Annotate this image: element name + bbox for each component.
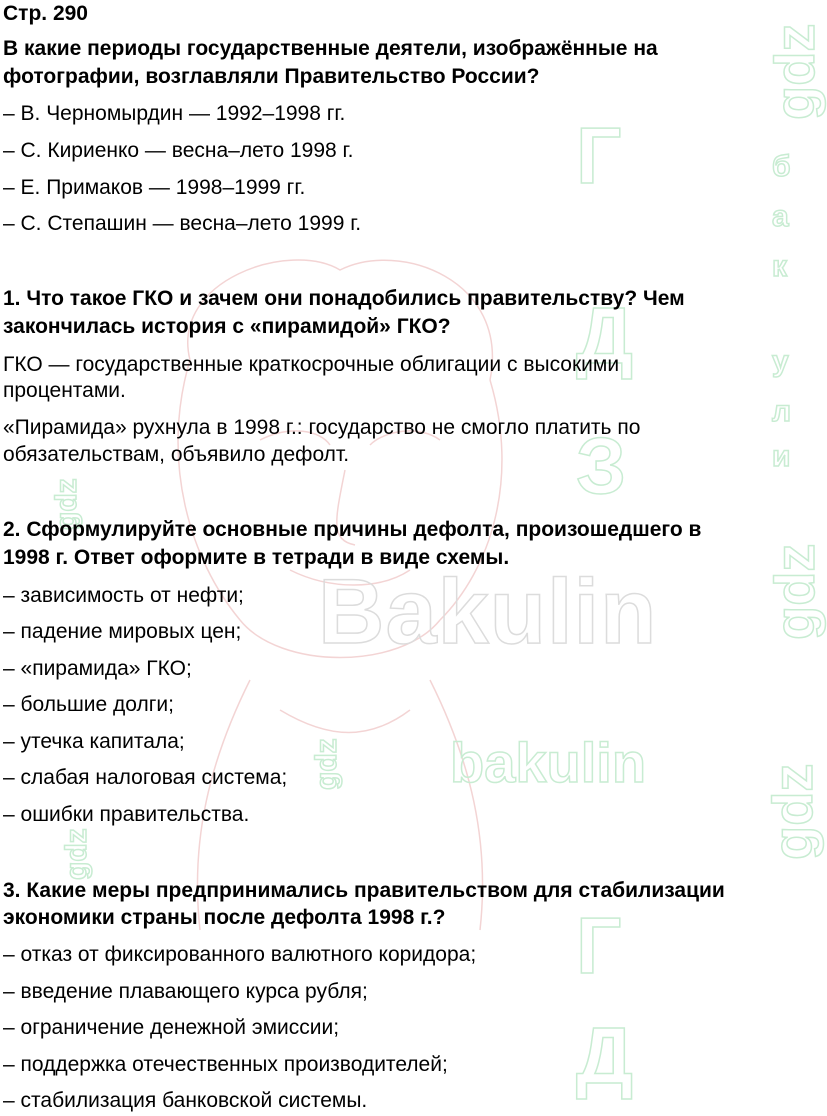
intro-answer-item: – С. Кириенко — весна–лето 1998 г. bbox=[3, 139, 354, 162]
q1-answer-line: ГКО — государственные краткосрочные облигации с высокими bbox=[3, 353, 620, 376]
q3-question-line-1: 3. Какие меры предпринимались правительством для стабилизации bbox=[3, 879, 725, 902]
watermark-site-right-2: gdz bbox=[763, 543, 826, 640]
q2-answer-item: – падение мировых цен; bbox=[3, 620, 242, 643]
q2-answer-item: – ошибки правительства. bbox=[3, 803, 250, 826]
watermark-letter-z: З bbox=[576, 421, 627, 510]
q3-answer-item: – поддержка отечественных производителей; bbox=[3, 1053, 448, 1076]
q2-question-line-2: 1998 г. Ответ оформите в тетради в виде схемы. bbox=[3, 546, 510, 569]
q3-answer-item: – введение плавающего курса рубля; bbox=[3, 980, 368, 1003]
watermark-brand-large: Bakulin bbox=[318, 561, 658, 663]
q3-question-line-2: экономики страны после дефолта 1998 г.? bbox=[3, 906, 446, 929]
intro-answer-item: – В. Черномырдин — 1992–1998 гг. bbox=[3, 102, 346, 125]
q2-answer-item: – утечка капитала; bbox=[3, 730, 185, 753]
q1-question-line-1: 1. Что такое ГКО и зачем они понадобились правительству? Чем bbox=[3, 287, 685, 310]
q2-answer-item: – «пирамида» ГКО; bbox=[3, 657, 192, 680]
watermark-letter-d: Д bbox=[576, 291, 633, 380]
q2-answer-item: – слабая налоговая система; bbox=[3, 766, 288, 789]
q3-answer-item: – стабилизация банковской системы. bbox=[3, 1089, 368, 1112]
q1-answer-line: обязательствам, объявило дефолт. bbox=[3, 443, 350, 466]
q3-answer-item: – ограничение денежной эмиссии; bbox=[3, 1016, 340, 1039]
watermark-letter-g: Г bbox=[576, 111, 622, 200]
watermark-site-left-1: gdz bbox=[50, 478, 83, 530]
watermark-letter-b: б bbox=[772, 150, 791, 183]
watermark-site-right-1: gdz bbox=[763, 23, 826, 120]
watermark-brand-small: bakulin bbox=[450, 731, 647, 794]
watermark-letter-l: л bbox=[772, 395, 792, 428]
watermark-letter-k: к bbox=[772, 250, 788, 283]
q1-answer-line: процентами. bbox=[3, 379, 126, 402]
q1-answer-line: «Пирамида» рухнула в 1998 г.: государство не смогло платить по bbox=[3, 416, 641, 439]
intro-answer-item: – Е. Примаков — 1998–1999 гг. bbox=[3, 176, 306, 199]
q3-answer-item: – отказ от фиксированного валютного коридора; bbox=[3, 943, 477, 966]
page-reference: Стр. 290 bbox=[3, 2, 88, 25]
watermark-site-mid: gdz bbox=[310, 738, 343, 790]
watermark-site-left-2: gdz bbox=[60, 828, 93, 880]
watermark-letter-g-2: Г bbox=[576, 901, 622, 990]
q2-question-line-1: 2. Сформулируйте основные причины дефолта, произошедшего в bbox=[3, 518, 702, 541]
q1-question-line-2: закончилась история с «пирамидой» ГКО? bbox=[3, 315, 451, 338]
intro-answer-item: – С. Степашин — весна–лето 1999 г. bbox=[3, 212, 362, 235]
watermark-letter-u: у bbox=[772, 345, 789, 378]
watermark-letter-a: а bbox=[772, 200, 789, 233]
q2-answer-item: – большие долги; bbox=[3, 693, 174, 716]
intro-question-line-1: В какие периоды государственные деятели, изображённые на bbox=[3, 37, 658, 60]
watermark-letter-d-2: Д bbox=[576, 1011, 633, 1100]
intro-question-line-2: фотографии, возглавляли Правительство России? bbox=[3, 65, 540, 88]
watermark-site-right-3: gdz bbox=[761, 763, 824, 860]
watermark-letter-i: и bbox=[772, 440, 791, 473]
q2-answer-item: – зависимость от нефти; bbox=[3, 584, 244, 607]
